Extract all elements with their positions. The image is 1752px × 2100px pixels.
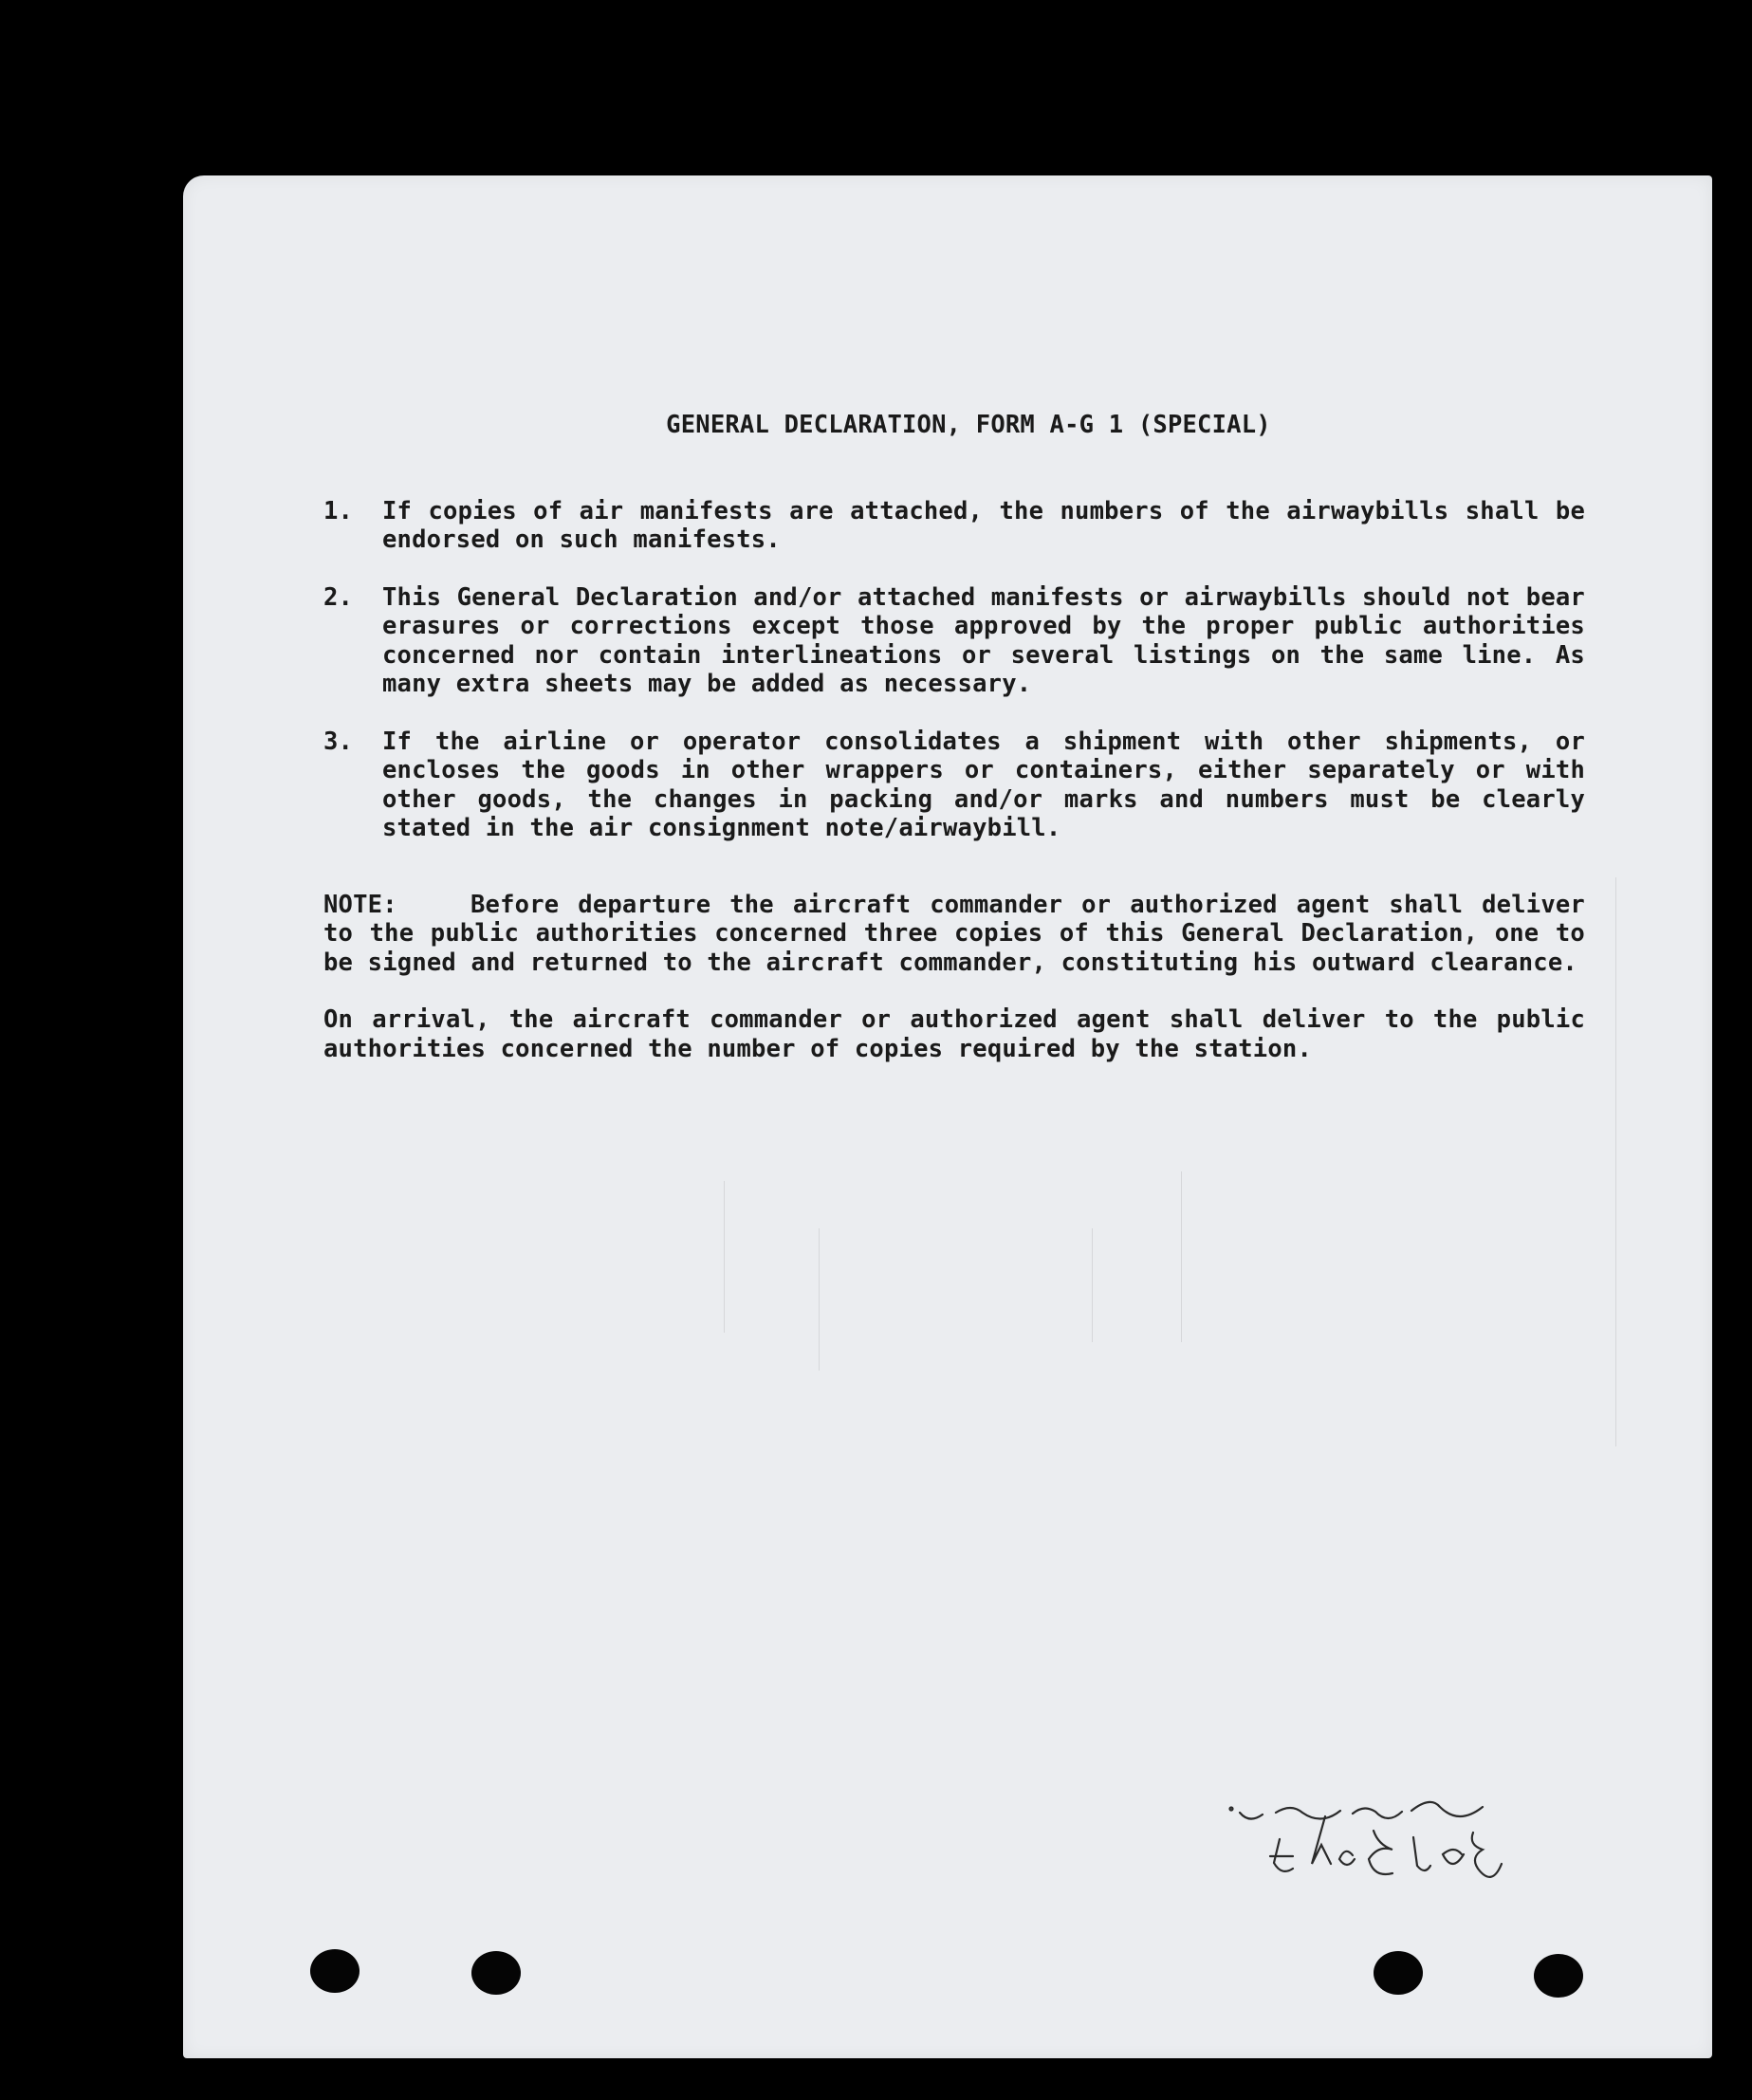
show-through-line (1092, 1228, 1093, 1342)
list-item (314, 497, 1585, 555)
show-through-line (1181, 1171, 1182, 1342)
item-number: 2. (323, 582, 354, 612)
show-through-line (724, 1181, 725, 1333)
note-paragraph (314, 891, 1585, 978)
list-item (314, 728, 1585, 843)
punch-hole (471, 1951, 521, 1995)
punch-hole (310, 1949, 360, 1993)
item-text: If copies of air manifests are attached, the numbers of the airwaybills shall be endorsed on such manifests. (382, 496, 1585, 554)
handwritten-address (1189, 1778, 1521, 1902)
arrival-paragraph: On arrival, the aircraft commander or authorized agent shall deliver to the public authorities concerned the number of copies required by the station. (323, 1005, 1585, 1063)
note-text: Before departure the aircraft commander or authorized agent shall deliver to the public authorities concerned three copies of this General Declaration, one to be signed and returned to the aircraft commander, constituting his outward clearance. (323, 890, 1585, 977)
punch-hole (1534, 1954, 1583, 1998)
document-body (314, 411, 1585, 1063)
item-text: This General Declaration and/or attached manifests or airwaybills should not bear erasures or corrections except those approved by the proper public authorities concerned nor contain interlineations or several listings on the same line. As many extra sheets may be added as necessary. (382, 582, 1585, 698)
document-title: GENERAL DECLARATION, FORM A-G 1 (SPECIAL) (666, 411, 1271, 439)
item-number: 3. (323, 727, 354, 756)
show-through-line (1615, 877, 1616, 1446)
list-item (314, 583, 1585, 699)
note-label: NOTE: (323, 890, 397, 919)
item-text: If the airline or operator consolidates a shipment with other shipments, or encloses the goods in other wrappers or containers, either separately or with other goods, the changes in packing and/or marks and numbers must be clearly stated in the air consignment note/airwaybill. (382, 727, 1585, 842)
item-number: 1. (323, 496, 354, 525)
punch-hole (1374, 1951, 1423, 1995)
show-through-line (819, 1228, 820, 1371)
document-sheet (183, 175, 1712, 2058)
